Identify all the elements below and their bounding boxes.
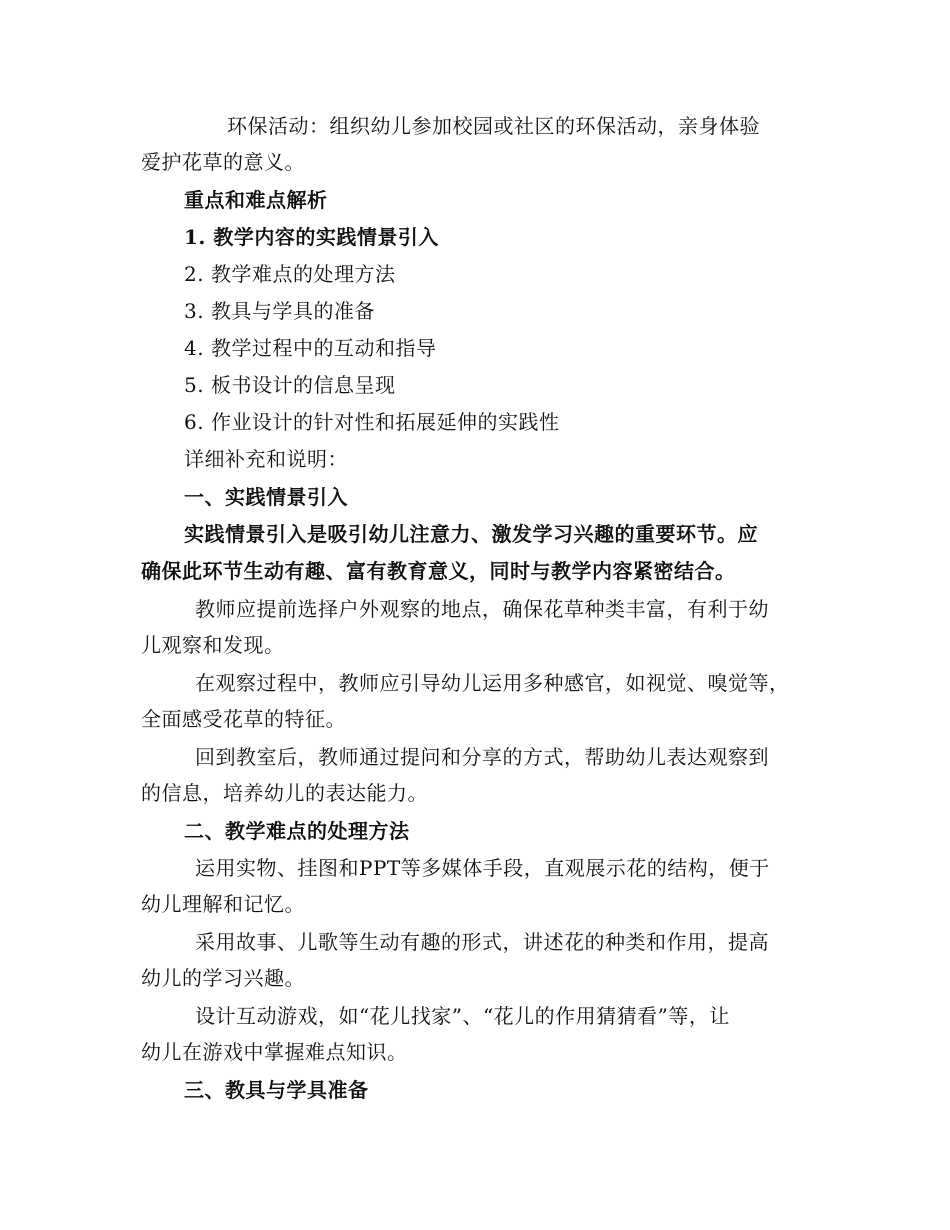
part1-para-2-line-1: 在观察过程中，教师应引导幼儿运用多种感官，如视觉、嗅觉等， (195, 671, 790, 695)
part3-heading: 三、教具与学具准备 (184, 1078, 369, 1102)
part2-para-1-line-1: 运用实物、挂图和PPT等多媒体手段，直观展示花的结构，便于 (195, 856, 770, 880)
part2-para-3-line-1: 设计互动游戏，如“花儿找家”、“花儿的作用猜猜看”等，让 (195, 1004, 730, 1028)
part2-para-2-line-1: 采用故事、儿歌等生动有趣的形式，讲述花的种类和作用，提高 (195, 930, 769, 954)
intro-line-1: 环保活动：组织幼儿参加校园或社区的环保活动，亲身体验 (227, 114, 760, 138)
list-item-6: 6. 作业设计的针对性和拓展延伸的实践性 (184, 410, 560, 434)
part1-bold-line-1: 实践情景引入是吸引幼儿注意力、激发学习兴趣的重要环节。应 (184, 522, 758, 546)
list-item-5: 5. 板书设计的信息呈现 (184, 373, 396, 397)
part1-para-3-line-1: 回到教室后，教师通过提问和分享的方式，帮助幼儿表达观察到 (195, 745, 769, 769)
detail-label: 详细补充和说明： (184, 447, 348, 471)
list-item-4: 4. 教学过程中的互动和指导 (184, 336, 437, 360)
part1-para-1-line-2: 儿观察和发现。 (141, 633, 285, 657)
part1-para-1-line-1: 教师应提前选择户外观察的地点，确保花草种类丰富，有利于幼 (195, 597, 769, 621)
part1-heading: 一、实践情景引入 (184, 485, 348, 509)
part1-para-2-line-2: 全面感受花草的特征。 (141, 707, 346, 731)
intro-line-2: 爱护花草的意义。 (141, 150, 305, 174)
list-item-3: 3. 教具与学具的准备 (184, 299, 375, 323)
part1-bold-line-2: 确保此环节生动有趣、富有教育意义，同时与教学内容紧密结合。 (141, 559, 736, 583)
part2-para-2-line-2: 幼儿的学习兴趣。 (141, 966, 305, 990)
section-title: 重点和难点解析 (184, 188, 328, 212)
part1-para-3-line-2: 的信息，培养幼儿的表达能力。 (141, 781, 428, 805)
part2-heading: 二、教学难点的处理方法 (184, 819, 410, 843)
list-item-1: 1. 教学内容的实践情景引入 (184, 225, 439, 249)
part2-para-3-line-2: 幼儿在游戏中掌握难点知识。 (141, 1040, 408, 1064)
list-item-2: 2. 教学难点的处理方法 (184, 262, 396, 286)
part2-para-1-line-2: 幼儿理解和记忆。 (141, 892, 305, 916)
